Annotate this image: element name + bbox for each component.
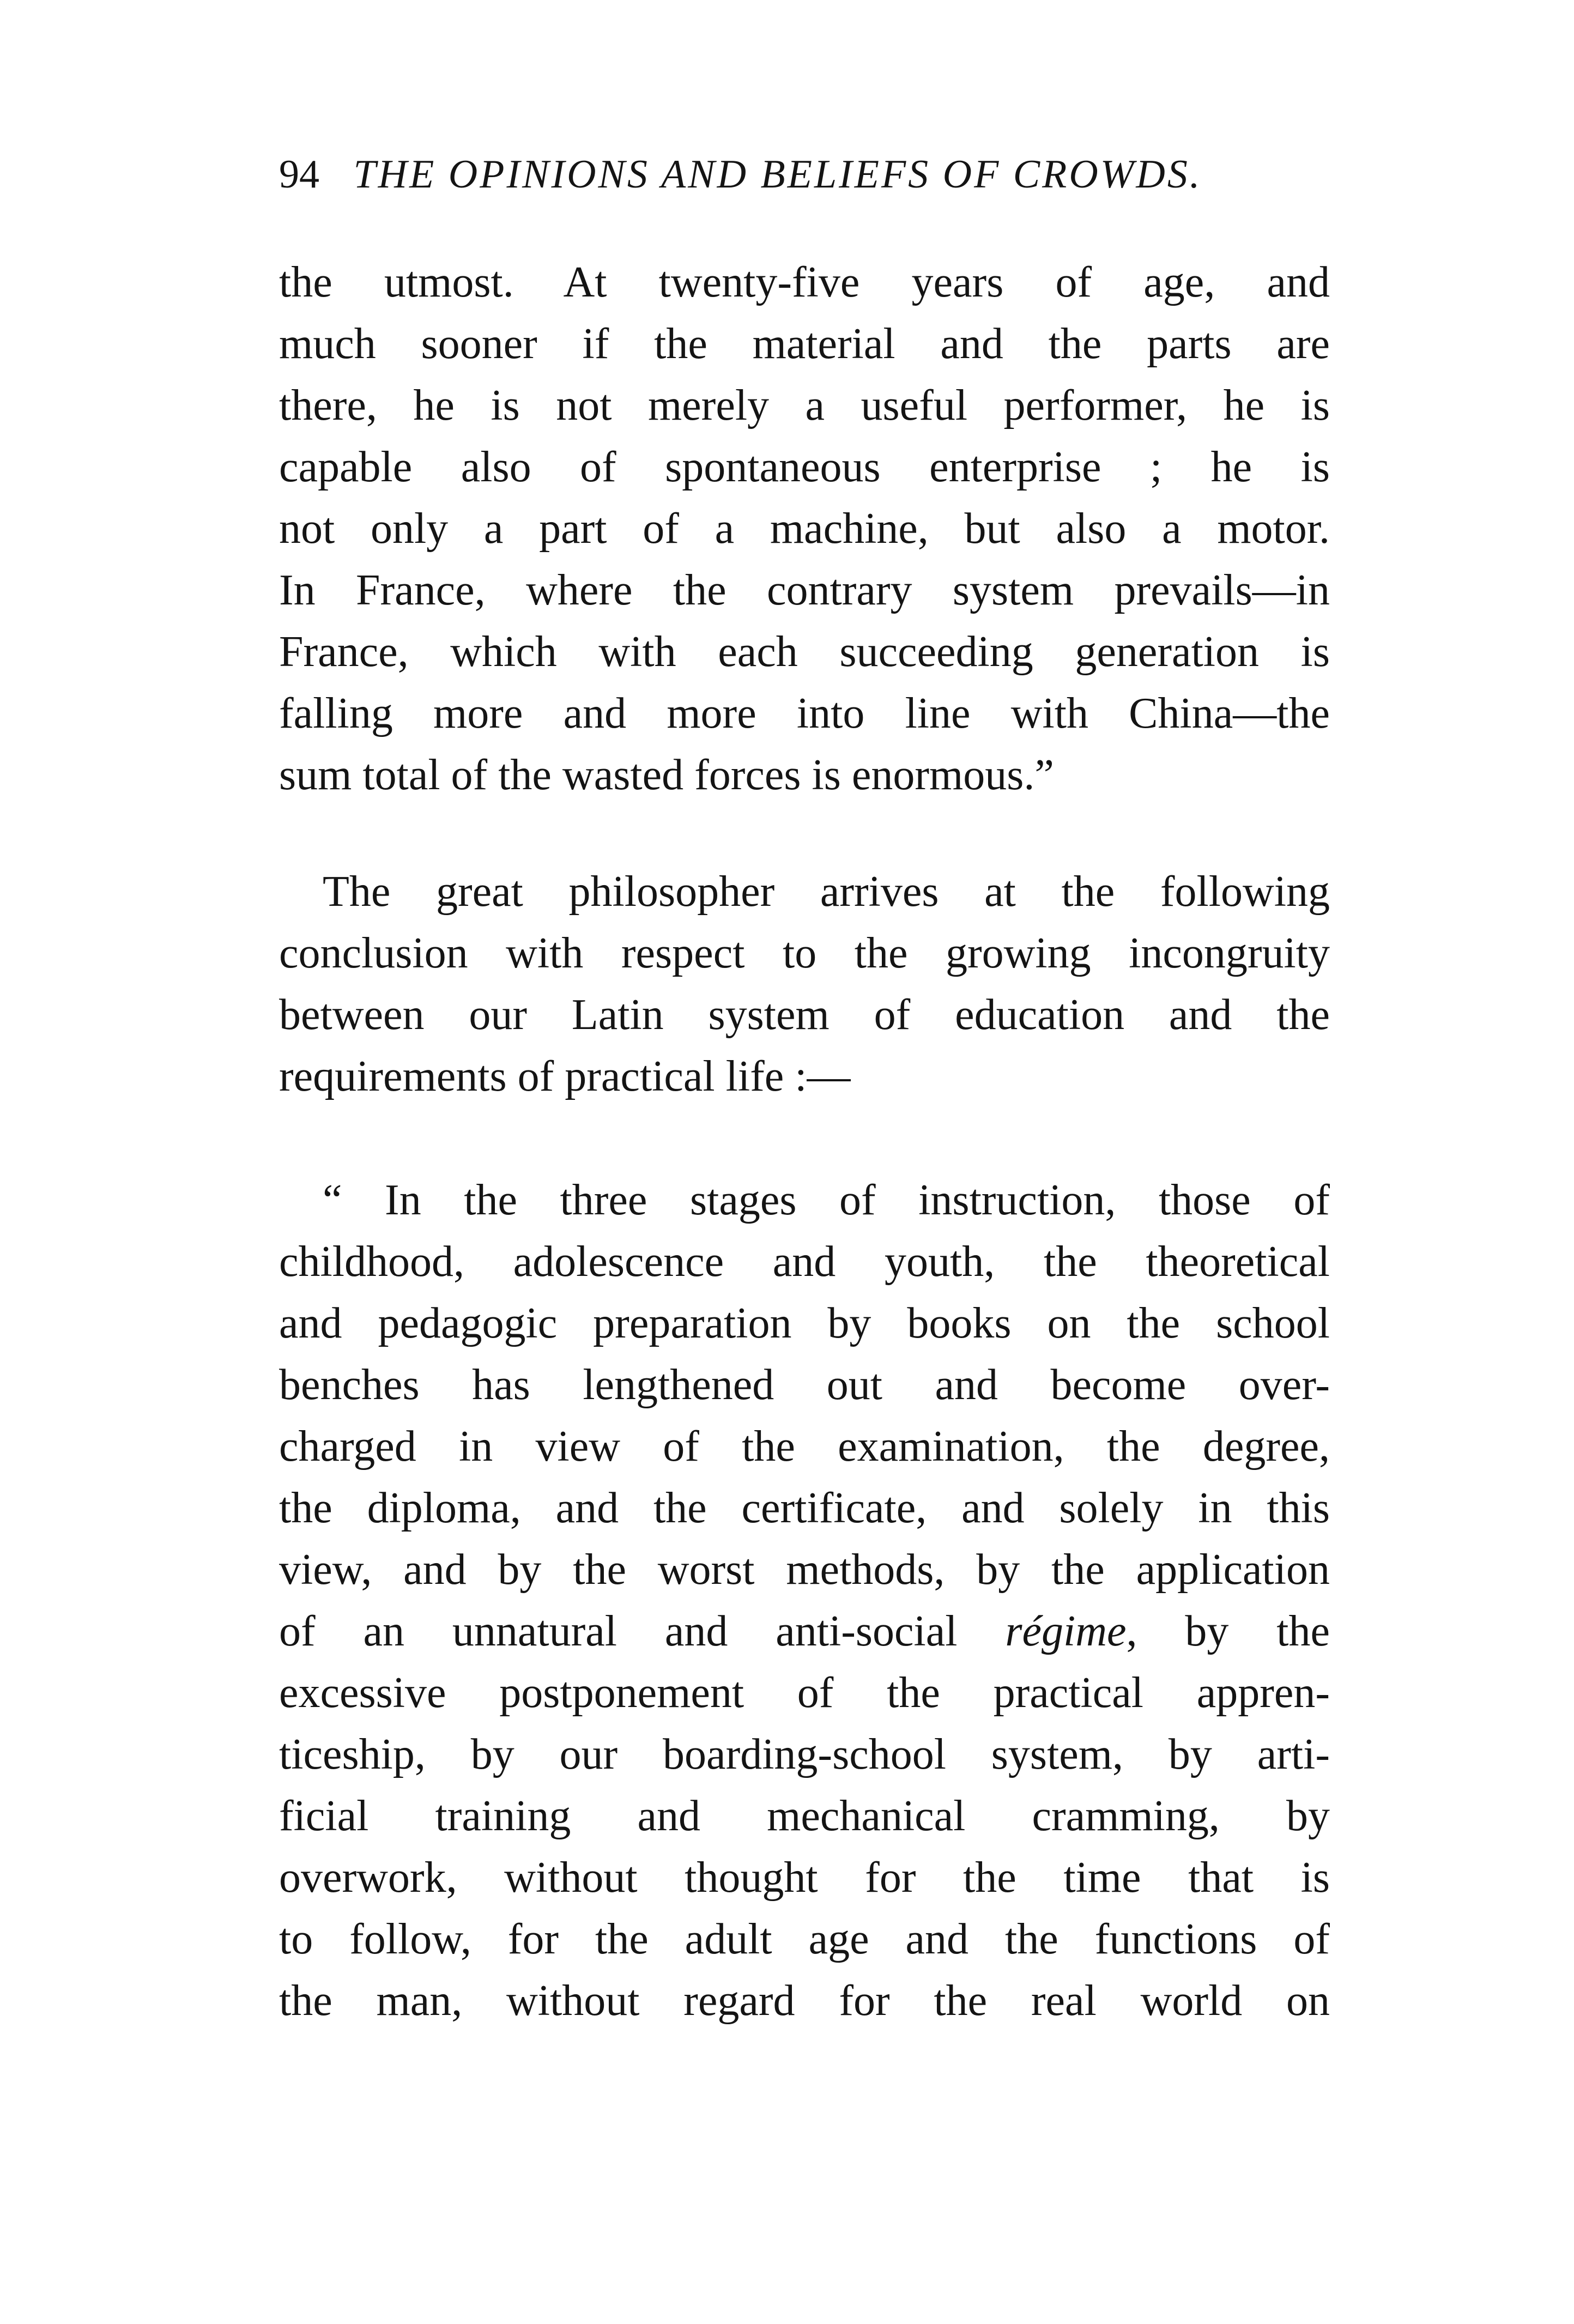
text-line: ficial training and mechanical cramming, by <box>279 1792 1330 1840</box>
text-line: to follow, for the adult age and the functions of <box>279 1915 1330 1963</box>
text-segment: , by the <box>1126 1607 1330 1655</box>
paragraph-philosopher-conclusion <box>279 861 1330 1107</box>
paragraph-continuation <box>279 252 1330 806</box>
text-line: there, he is not merely a useful performer, he is <box>279 382 1330 429</box>
text-line: the utmost. At twenty-five years of age, and <box>279 258 1330 306</box>
text-line: childhood, adolescence and youth, the theoretical <box>279 1238 1330 1286</box>
running-title: THE OPINIONS AND BELIEFS OF CROWDS. <box>353 152 1202 197</box>
text-line: sum total of the wasted forces is enormous.” <box>279 751 1054 799</box>
text-line: France, which with each succeeding generation is <box>279 628 1330 676</box>
text-line: overwork, without thought for the time that is <box>279 1854 1330 1902</box>
text-line: view, and by the worst methods, by the application <box>279 1546 1330 1594</box>
text-line: excessive postponement of the practical appren- <box>279 1669 1330 1717</box>
running-head <box>279 147 1325 202</box>
text-line: requirements of practical life :— <box>279 1052 851 1100</box>
italic-word: régime <box>1005 1607 1127 1655</box>
text-line: The great philosopher arrives at the following <box>323 868 1330 916</box>
text-line: ticeship, by our boarding-school system, by arti- <box>279 1730 1330 1778</box>
text-line: the man, without regard for the real world on <box>279 1977 1330 2025</box>
text-line: charged in view of the examination, the degree, <box>279 1423 1330 1470</box>
text-line: In France, where the contrary system prevails—in <box>279 566 1330 614</box>
paragraph-quotation <box>279 1170 1330 2032</box>
text-line: “ In the three stages of instruction, those of <box>323 1176 1330 1224</box>
text-segment: of an unnatural and anti-social <box>279 1607 1006 1655</box>
text-line: falling more and more into line with China—the <box>279 689 1330 737</box>
text-line: much sooner if the material and the parts are <box>279 320 1330 368</box>
text-line: not only a part of a machine, but also a motor. <box>279 505 1330 553</box>
text-line: conclusion with respect to the growing incongruity <box>279 929 1330 977</box>
text-line: capable also of spontaneous enterprise ; he is <box>279 443 1330 491</box>
text-line-with-italic <box>279 1601 1330 1662</box>
page-number: 94 <box>279 152 319 197</box>
text-line: and pedagogic preparation by books on the school <box>279 1299 1330 1347</box>
text-line: between our Latin system of education and the <box>279 991 1330 1039</box>
text-line: benches has lengthened out and become over- <box>279 1361 1330 1409</box>
text-line: the diploma, and the certificate, and solely in this <box>279 1484 1330 1532</box>
